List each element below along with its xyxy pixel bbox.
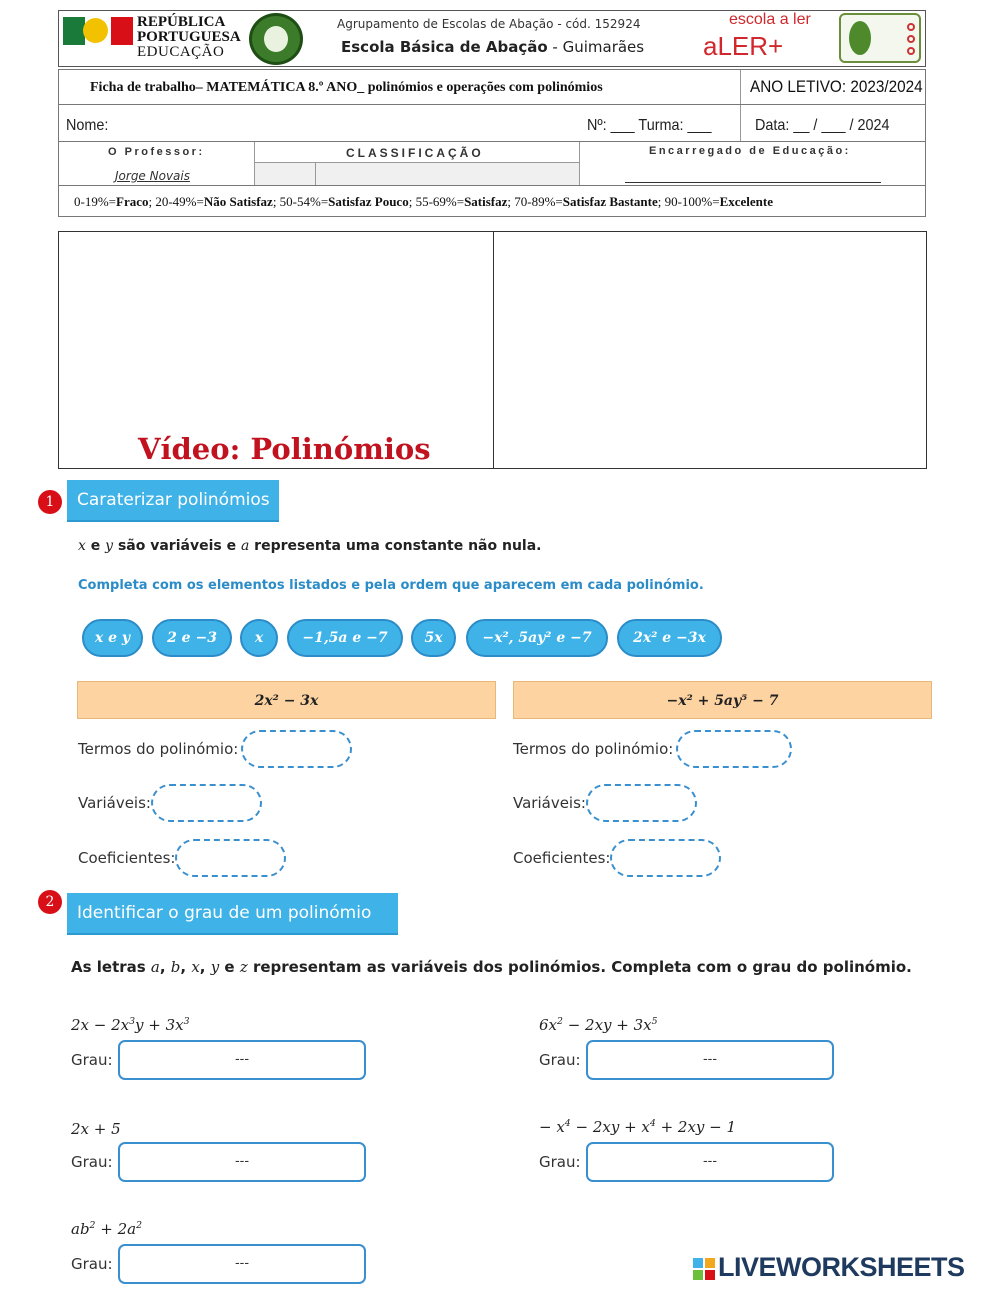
flag-yellow-circle [83,18,108,43]
aler-logo: aLER+ [703,31,784,61]
school-year: ANO LETIVO: 2023/2024 [750,77,923,96]
degree-select[interactable]: --- [118,1244,366,1284]
coefficients-drop-zone-right[interactable] [610,839,721,877]
grading-scale: 0-19%=Fraco; 20-49%=Não Satisfaz; 50-54%=Satisfaz Pouco; 55-69%=Satisfaz; 70-89%=Satisfaz Bastante; 90-100%=Excelente [74,194,774,209]
worksheet-title: Ficha de trabalho– MATEMÁTICA 8.º ANO_ polinómios e operações com polinómios [90,80,603,95]
section-title: Identificar o grau de um polinómio [67,893,398,935]
degree-select[interactable]: --- [118,1040,366,1080]
terms-drop-zone-left[interactable] [241,730,352,768]
degree-select[interactable]: --- [586,1142,834,1182]
watermark: LIVEWORKSHEETS [718,1252,965,1282]
escola-a-ler-logo: escola a ler [729,11,811,28]
degree-label: Grau: [71,1255,113,1273]
degree-label: Grau: [539,1051,581,1069]
variables-label: Variáveis: [78,794,151,812]
video-title: Vídeo: Polinómios [138,432,431,466]
school-name: Escola Básica de Abação - Guimarães [341,38,645,56]
coefficients-drop-zone-left[interactable] [175,839,286,877]
flag-red-block [111,17,133,45]
school-header [58,10,926,67]
agrupamento-logo-inner [264,26,288,52]
selo-escola-saudavel-logo [839,13,921,63]
answer-chip[interactable]: x e y [82,619,143,657]
degree-select[interactable]: --- [118,1142,366,1182]
polynomial-expression: − $x^4 - 2xy + x^4 + 2xy - 1$ [539,1118,737,1136]
republic-logo-text: REPÚBLICA PORTUGUESA EDUCAÇÃO [137,14,241,60]
coefficients-label: Coeficientes: [513,849,611,867]
teacher-label: O Professor: [108,146,205,158]
coefficients-label: Coeficientes: [78,849,176,867]
liveworksheets-logo-icon [693,1258,715,1280]
polynomial-expression: $2x - 2x^3y + 3x^3$ [71,1016,190,1034]
section-title: Caraterizar polinómios [67,480,279,522]
polynomial-header-right: −x² + 5ay⁵ − 7 [513,681,932,719]
selo-dot-icon [907,23,915,31]
terms-label: Termos do polinómio: [78,740,239,758]
polynomial-expression: 2x + 5 [71,1120,121,1138]
number-class-field[interactable]: Nº: ___ Turma: ___ [587,117,712,134]
selo-dot-icon [907,35,915,43]
answer-chip[interactable]: −1,5a e −7 [287,619,403,657]
flag-green-block [63,17,85,45]
terms-label: Termos do polinómio: [513,740,674,758]
polynomial-expression: $6x^2 - 2xy + 3x^5$ [539,1016,658,1034]
degree-label: Grau: [539,1153,581,1171]
answer-chip[interactable]: 5x [411,619,456,657]
section1-intro: x e y são variáveis e a representa uma constante não nula. [78,538,542,554]
guardian-label: Encarregado de Educação: [649,145,851,157]
agrupamento-logo [249,13,303,65]
variables-label: Variáveis: [513,794,586,812]
section-number-badge: 2 [38,890,62,914]
answer-chip[interactable]: 2x² e −3x [617,619,722,657]
polynomial-expression: $ab^2 + 2a^2$ [71,1220,142,1238]
answer-chip[interactable]: x [240,619,278,657]
selo-dot-icon [907,47,915,55]
name-field[interactable]: Nome: [66,117,109,134]
polynomial-header-left: 2x² − 3x [77,681,496,719]
section1-instruction: Completa com os elementos listados e pela ordem que aparecem em cada polinómio. [78,578,704,593]
section2-instruction: As letras a, b, x, y e z representam as variáveis dos polinómios. Completa com o grau do polinómio. [71,958,912,976]
terms-drop-zone-right[interactable] [676,730,792,768]
variables-drop-zone-right[interactable] [586,784,697,822]
degree-label: Grau: [71,1153,113,1171]
agrupamento-name: Agrupamento de Escolas de Abação - cód. 152924 [337,17,641,31]
answer-chip[interactable]: −x², 5ay² e −7 [466,619,608,657]
date-field[interactable]: Data: __ / ___ / 2024 [755,117,890,134]
video-divider [493,232,494,468]
variables-drop-zone-left[interactable] [151,784,262,822]
section-number-badge: 1 [38,490,62,514]
degree-select[interactable]: --- [586,1040,834,1080]
answer-chip[interactable]: 2 e −3 [152,619,232,657]
teacher-signature: Jorge Novais [115,169,190,183]
selo-s-icon [849,21,871,55]
degree-label: Grau: [71,1051,113,1069]
classification-label: CLASSIFICAÇÃO [346,146,484,160]
